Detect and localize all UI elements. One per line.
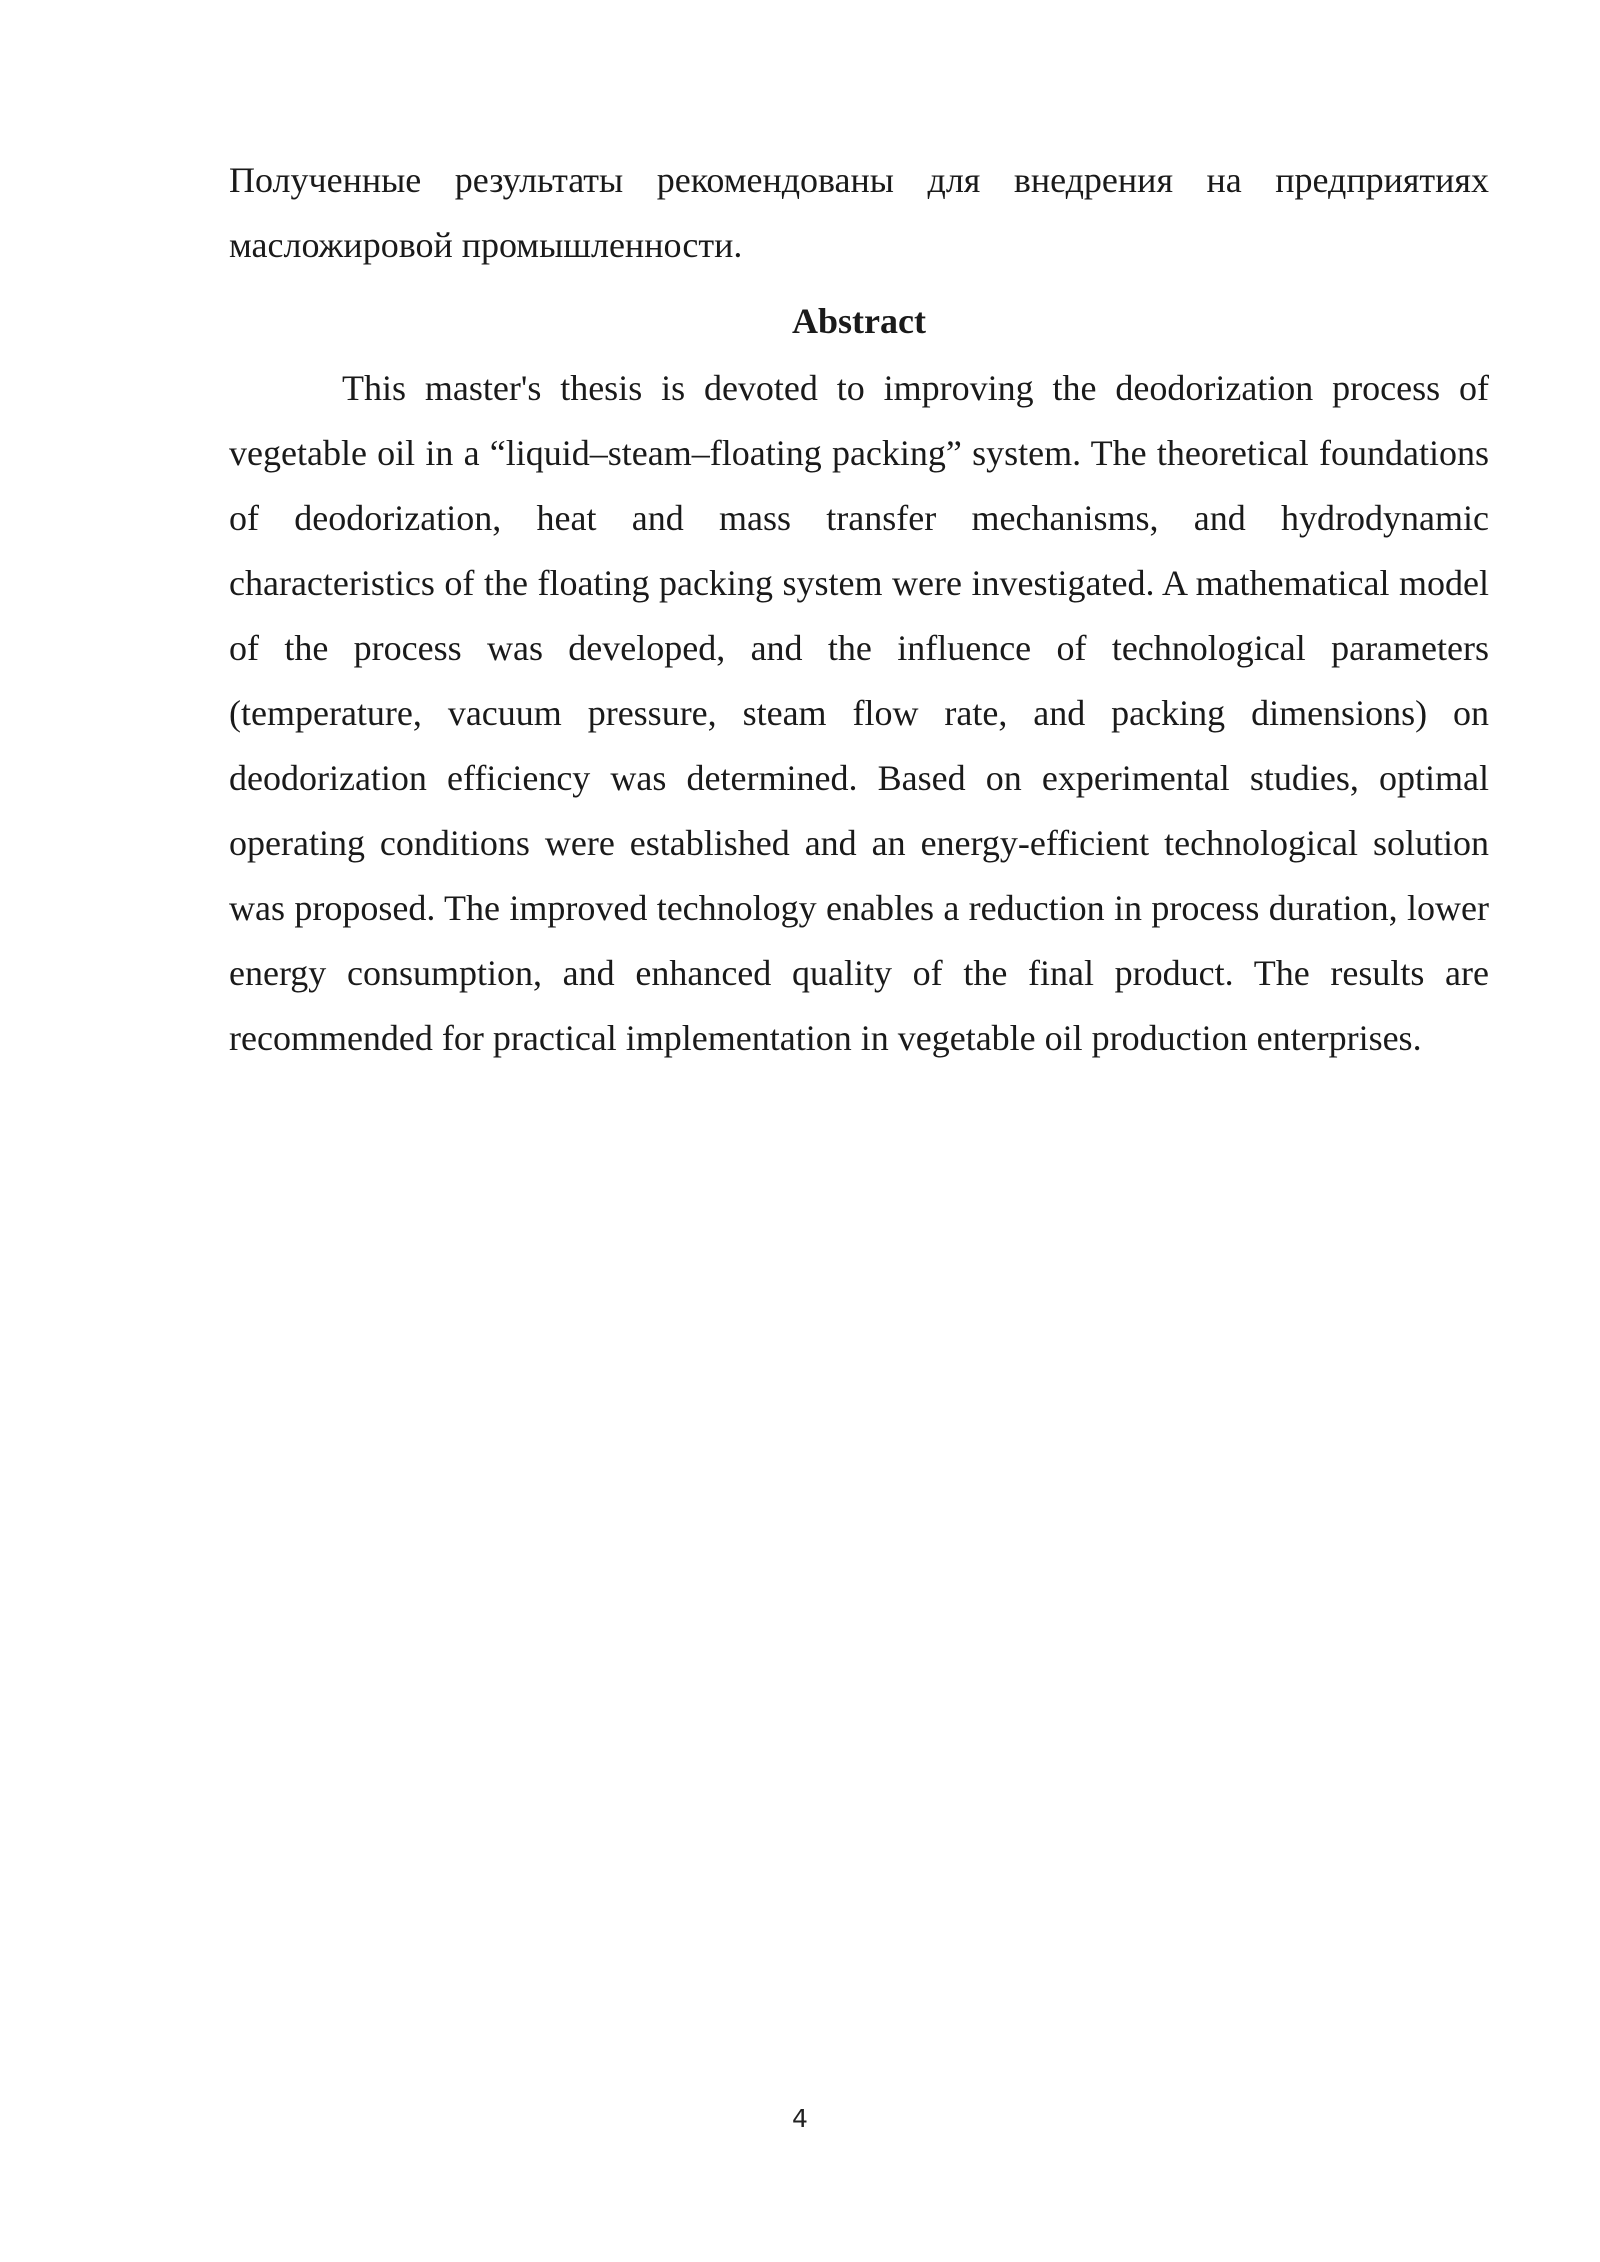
abstract-paragraph: This master's thesis is devoted to improving the deodorization process of vegetable oil in a “liquid–steam–floating packing” system. The theoretical foundations of deodorization, heat and mass transfer mechanisms, and hydrodynamic characteristics of the floating packing system were investigated. A mathematical model of the process was developed, and the influence of technological parameters (temperature, vacuum pressure, steam flow rate, and packing dimensions) on deodorization efficiency was determined. Based on experimental studies, optimal operating conditions were established and an energy-efficient technological solution was proposed. The improved technology enables a reduction in process duration, lower energy consumption, and enhanced quality of the final product. The results are recommended for practical implementation in vegetable oil production enterprises. (229, 368, 1489, 1058)
russian-paragraph: Полученные результаты рекомендованы для внедрения на предприятиях масложировой промышленности. (229, 160, 1489, 265)
page-body (229, 148, 1489, 1071)
abstract-heading: Abstract (792, 301, 926, 341)
page-number: 4 (792, 2104, 808, 2133)
